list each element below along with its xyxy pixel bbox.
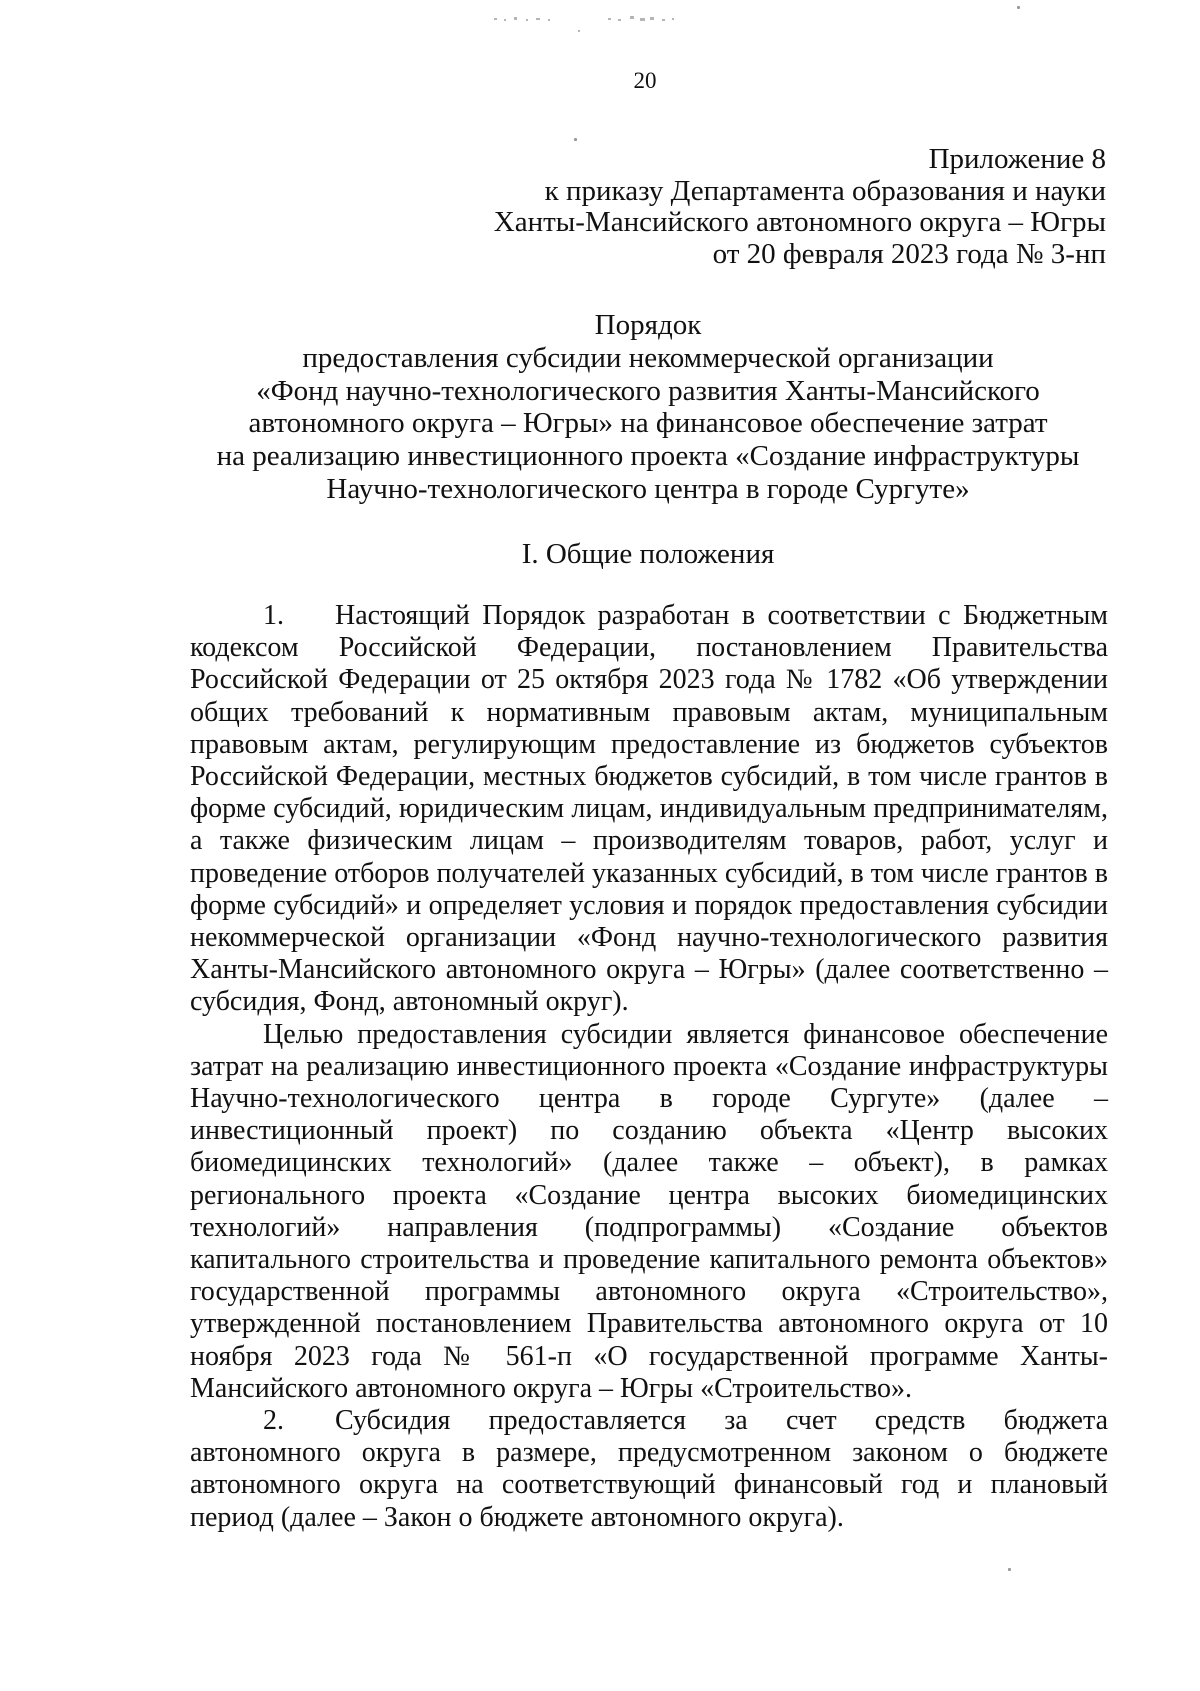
title-line: на реализацию инвестиционного проекта «Создание инфраструктуры [216, 440, 1080, 473]
paragraph-text: Субсидия предоставляется за счет средств бюджета автономного округа в размере, предусмотренном законом о бюджете автономного округа на соответствующий финансовый год и плановый период (далее – Закон о бюджете автономного округа). [190, 1405, 1108, 1533]
scan-speck [1008, 1568, 1011, 1571]
body-text [190, 600, 1108, 1534]
appendix-line: от 20 февраля 2023 года № 3-нп [712, 237, 1106, 270]
appendix-header [494, 144, 1106, 270]
page-number: 20 [633, 68, 657, 93]
section-heading: I. Общие положения [521, 538, 775, 570]
appendix-line: Приложение 8 [928, 143, 1106, 175]
paragraph-text: Целью предоставления субсидии является финансовое обеспечение затрат на реализацию инвестиционного проекта «Создание инфраструктуры Научно-технологического центра в городе Сургуте» (далее – инвестиционный проект) по созданию объекта «Центр высоких биомедицинских технологий» (далее также – объект), в рамках регионального проекта «Создание центра высоких биомедицинских технологий» направления (подпрограммы) «Создание объектов капитального строительства и проведение капитального ремонта объектов» государственной программы автономного округа «Строительство», утвержденной постановлением Правительства автономного округа от 10 ноября 2023 года № 561-п «О государственной программе Ханты-Мансийского автономного округа – Югры «Строительство». [190, 1018, 1108, 1404]
appendix-line: Ханты-Мансийского автономного округа – Югры [493, 206, 1106, 238]
scan-speck [574, 138, 577, 141]
document-title [188, 309, 1108, 506]
scan-artifact [490, 10, 750, 34]
paragraph [190, 1405, 1108, 1534]
scan-speck [1017, 6, 1020, 9]
title-line: Порядок [594, 309, 702, 341]
paragraph-number: 2. [263, 1405, 284, 1437]
paragraph [190, 600, 1108, 1019]
title-line: предоставления субсидии некоммерческой организации [302, 341, 994, 374]
paragraph [190, 1019, 1108, 1405]
appendix-line: к приказу Департамента образования и науки [544, 174, 1106, 207]
title-line: «Фонд научно-технологического развития Ханты-Мансийского [256, 374, 1040, 407]
title-line: Научно-технологического центра в городе Сургуте» [326, 472, 970, 505]
title-line: автономного округа – Югры» на финансовое обеспечение затрат [248, 407, 1048, 440]
paragraph-number: 1. [263, 600, 284, 631]
paragraph-text: Настоящий Порядок разработан в соответствии с Бюджетным кодексом Российской Федерации, постановлением Правительства Российской Федерации от 25 октября 2023 года № 1782 «Об утверждении общих требований к нормативным правовым актам, муниципальным правовым актам, регулирующим предоставление из бюджетов субъектов Российской Федерации, местных бюджетов субсидий, в том числе грантов в форме субсидий, юридическим лицам, индивидуальным предпринимателям, а также физическим лицам – производителям товаров, работ, услуг и проведение отборов получателей указанных субсидий, в том числе грантов в форме субсидий» и определяет условия и порядок предоставления субсидии некоммерческой организации «Фонд научно-технологического развития Ханты-Мансийского автономного округа – Югры» (далее соответственно – субсидия, Фонд, автономный округ). [190, 600, 1108, 1018]
